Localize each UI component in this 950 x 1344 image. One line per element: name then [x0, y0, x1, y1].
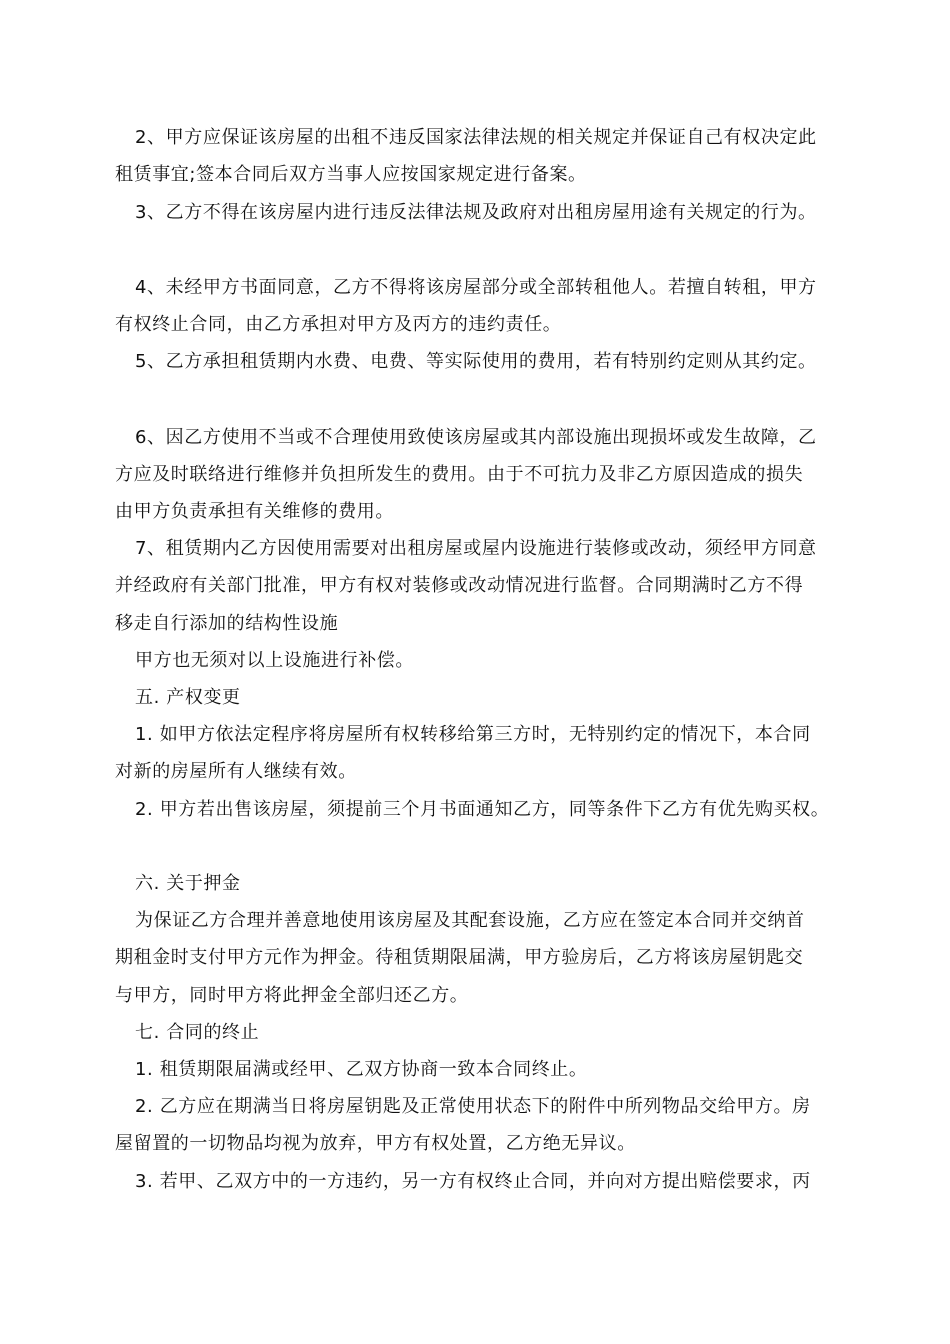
clause-2-line-1: 2、甲方应保证该房屋的出租不违反国家法律法规的相关规定并保证自己有权决定此	[135, 127, 817, 148]
clause-7-line-4: 甲方也无须对以上设施进行补偿。	[135, 650, 414, 671]
section-5-item-1-line-2: 对新的房屋所有人继续有效。	[115, 761, 357, 782]
clause-7-line-3: 移走自行添加的结构性设施	[115, 613, 339, 634]
section-7-heading: 七. 合同的终止	[135, 1022, 260, 1043]
section-6-line-3: 与甲方，同时甲方将此押金全部归还乙方。	[115, 985, 469, 1006]
section-5-item-2-line-1: 2. 甲方若出售该房屋，须提前三个月书面通知乙方，同等条件下乙方有优先购买权。	[135, 799, 830, 820]
section-6-heading: 六. 关于押金	[135, 873, 241, 894]
clause-3-line-1: 3、乙方不得在该房屋内进行违反法律法规及政府对出租房屋用途有关规定的行为。	[135, 202, 817, 223]
section-7-item-3-line-1: 3. 若甲、乙双方中的一方违约，另一方有权终止合同，并向对方提出赔偿要求，丙	[135, 1171, 811, 1192]
clause-4-line-2: 有权终止合同，由乙方承担对甲方及丙方的违约责任。	[115, 314, 562, 335]
clause-6-line-1: 6、因乙方使用不当或不合理使用致使该房屋或其内部设施出现损坏或发生故障，乙	[135, 427, 817, 448]
section-7-item-2-line-1: 2. 乙方应在期满当日将房屋钥匙及正常使用状态下的附件中所列物品交给甲方。房	[135, 1096, 811, 1117]
section-5-heading: 五. 产权变更	[135, 687, 241, 708]
section-7-item-1: 1. 租赁期限届满或经甲、乙双方协商一致本合同终止。	[135, 1059, 588, 1080]
clause-7-line-2: 并经政府有关部门批准，甲方有权对装修或改动情况进行监督。合同期满时乙方不得	[115, 575, 804, 596]
clause-5-line-1: 5、乙方承担租赁期内水费、电费、等实际使用的费用，若有特别约定则从其约定。	[135, 351, 817, 372]
clause-2-line-2: 租赁事宜;签本合同后双方当事人应按国家规定进行备案。	[115, 164, 587, 185]
section-5-item-1-line-1: 1. 如甲方依法定程序将房屋所有权转移给第三方时，无特别约定的情况下，本合同	[135, 724, 811, 745]
clause-6-line-2: 方应及时联络进行维修并负担所发生的费用。由于不可抗力及非乙方原因造成的损失	[115, 464, 804, 485]
clause-7-line-1: 7、租赁期内乙方因使用需要对出租房屋或屋内设施进行装修或改动，须经甲方同意	[135, 538, 817, 559]
clause-4-line-1: 4、未经甲方书面同意，乙方不得将该房屋部分或全部转租他人。若擅自转租，甲方	[135, 277, 817, 298]
clause-6-line-3: 由甲方负责承担有关维修的费用。	[115, 501, 394, 522]
section-6-line-1: 为保证乙方合理并善意地使用该房屋及其配套设施，乙方应在签定本合同并交纳首	[135, 910, 805, 931]
section-7-item-2-line-2: 屋留置的一切物品均视为放弃，甲方有权处置，乙方绝无异议。	[115, 1133, 636, 1154]
section-6-line-2: 期租金时支付甲方元作为押金。待租赁期限届满，甲方验房后，乙方将该房屋钥匙交	[115, 947, 804, 968]
